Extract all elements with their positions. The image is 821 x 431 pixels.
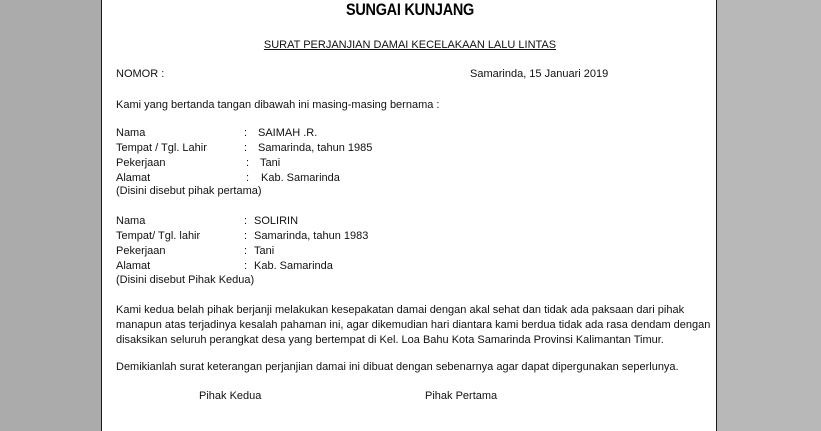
party1-job-sep: :	[246, 157, 250, 169]
party2-name-sep: :	[244, 215, 248, 227]
nomor-label: NOMOR :	[116, 68, 165, 80]
party2-name-value: SOLIRIN	[254, 215, 299, 227]
party1-address-sep: :	[246, 172, 250, 184]
agreement-paragraph	[116, 303, 716, 348]
document-title: SUNGAI KUNJANG	[345, 0, 475, 19]
intro-text: Kami yang bertanda tangan dibawah ini masing-masing bernama :	[116, 99, 440, 111]
party1-address-label: Alamat	[116, 172, 151, 184]
signature-label-right: Pihak Pertama	[425, 390, 498, 402]
workspace-background	[717, 0, 821, 431]
agreement-line: disaksikan seluruh perangkat desa yang bertempat di Kel. Loa Bahu Kota Samarinda Provinsi Kalimantan Timur.	[116, 334, 664, 346]
party2-birth-sep: :	[244, 230, 248, 242]
party1-birth-label: Tempat / Tgl. Lahir	[116, 142, 207, 154]
party1-birth-value: Samarinda, tahun 1985	[258, 142, 373, 154]
party1-name-value: SAIMAH .R.	[258, 127, 318, 139]
party1-name-sep: :	[244, 127, 248, 139]
party2-address-sep: :	[244, 260, 248, 272]
party1-name-label: Nama	[116, 127, 146, 139]
agreement-line: manapun atas terjadinya kesalah pahaman ini, agar dikemudian hari diantara kami berdua tidak ada rasa dendam dengan	[116, 319, 711, 331]
party2-address-label: Alamat	[116, 260, 151, 272]
party1-birth-sep: :	[244, 142, 248, 154]
document-subtitle: SURAT PERJANJIAN DAMAI KECELAKAAN LALU LINTAS	[263, 39, 557, 51]
closing-text: Demikianlah surat keterangan perjanjian damai ini dibuat dengan sebenarnya agar dapat dipergunakan seperlunya.	[116, 361, 679, 373]
agreement-line: Kami kedua belah pihak berjanji melakukan kesepakatan damai dengan akal sehat dan tidak ada paksaan dari pihak	[116, 304, 685, 316]
party2-job-sep: :	[244, 245, 248, 257]
party2-birth-value: Samarinda, tahun 1983	[254, 230, 369, 242]
party2-job-label: Pekerjaan	[116, 245, 166, 257]
party2-note: (Disini disebut Pihak Kedua)	[116, 274, 255, 286]
party2-address-value: Kab. Samarinda	[254, 260, 333, 272]
party1-address-value: Kab. Samarinda	[261, 172, 340, 184]
party2-job-value: Tani	[254, 245, 275, 257]
party2-name-label: Nama	[116, 215, 146, 227]
party1-job-value: Tani	[260, 157, 281, 169]
party2-birth-label: Tempat/ Tgl. lahir	[116, 230, 201, 242]
place-date: Samarinda, 15 Januari 2019	[470, 68, 609, 80]
party1-job-label: Pekerjaan	[116, 157, 166, 169]
document-page	[101, 0, 717, 431]
party1-note: (Disini disebut pihak pertama)	[116, 185, 262, 197]
signature-label-left: Pihak Kedua	[199, 390, 262, 402]
